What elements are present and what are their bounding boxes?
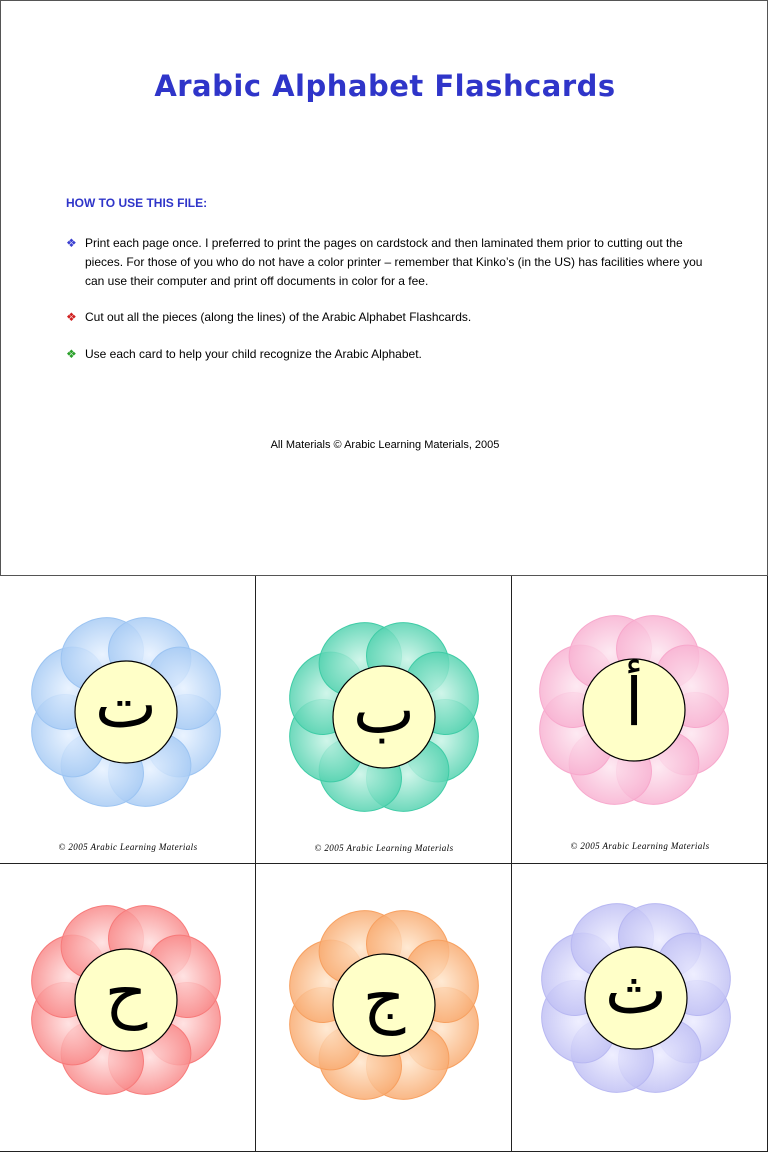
flashcard <box>0 576 256 864</box>
flashcard <box>512 576 768 864</box>
arabic-letter: ج <box>362 959 406 1036</box>
instruction-bullet <box>66 308 711 327</box>
flashcard <box>512 864 768 1152</box>
card-caption: © 2005 Arabic Learning Materials <box>314 843 454 853</box>
copyright-notice: All Materials © Arabic Learning Materials, 2005 <box>270 439 500 451</box>
instruction-bullet <box>66 345 711 364</box>
bullet-text: Print each page once. I preferred to print the pages on cardstock and then laminated them prior to cutting out the pieces. For those of you who do not have a color printer – remember that Kinko’s (in the US) has facilities where you can use their computer and print off documents in color for a fee. <box>85 236 703 288</box>
arabic-letter: ب <box>352 671 416 748</box>
card-caption: © 2005 Arabic Learning Materials <box>58 842 198 852</box>
flashcard-grid <box>0 576 768 1036</box>
diamond-bullet-icon: ❖ <box>66 310 77 324</box>
arabic-letter: أ <box>624 664 644 741</box>
howto-heading: HOW TO USE THIS FILE: <box>66 196 208 210</box>
instruction-bullet <box>66 234 711 291</box>
bullet-text: Cut out all the pieces (along the lines) of the Arabic Alphabet Flashcards. <box>85 310 472 324</box>
card-caption: © 2005 Arabic Learning Materials <box>570 841 710 851</box>
flashcard <box>256 864 512 1152</box>
flashcard <box>0 864 256 1152</box>
arabic-letter: ت <box>94 666 158 743</box>
arabic-letter: ث <box>604 952 668 1029</box>
diamond-bullet-icon: ❖ <box>66 236 77 250</box>
arabic-letter: ح <box>104 954 148 1031</box>
diamond-bullet-icon: ❖ <box>66 347 77 361</box>
flashcard <box>256 576 512 864</box>
page-title: Arabic Alphabet Flashcards <box>154 69 616 103</box>
bullet-text: Use each card to help your child recognize the Arabic Alphabet. <box>85 347 422 361</box>
